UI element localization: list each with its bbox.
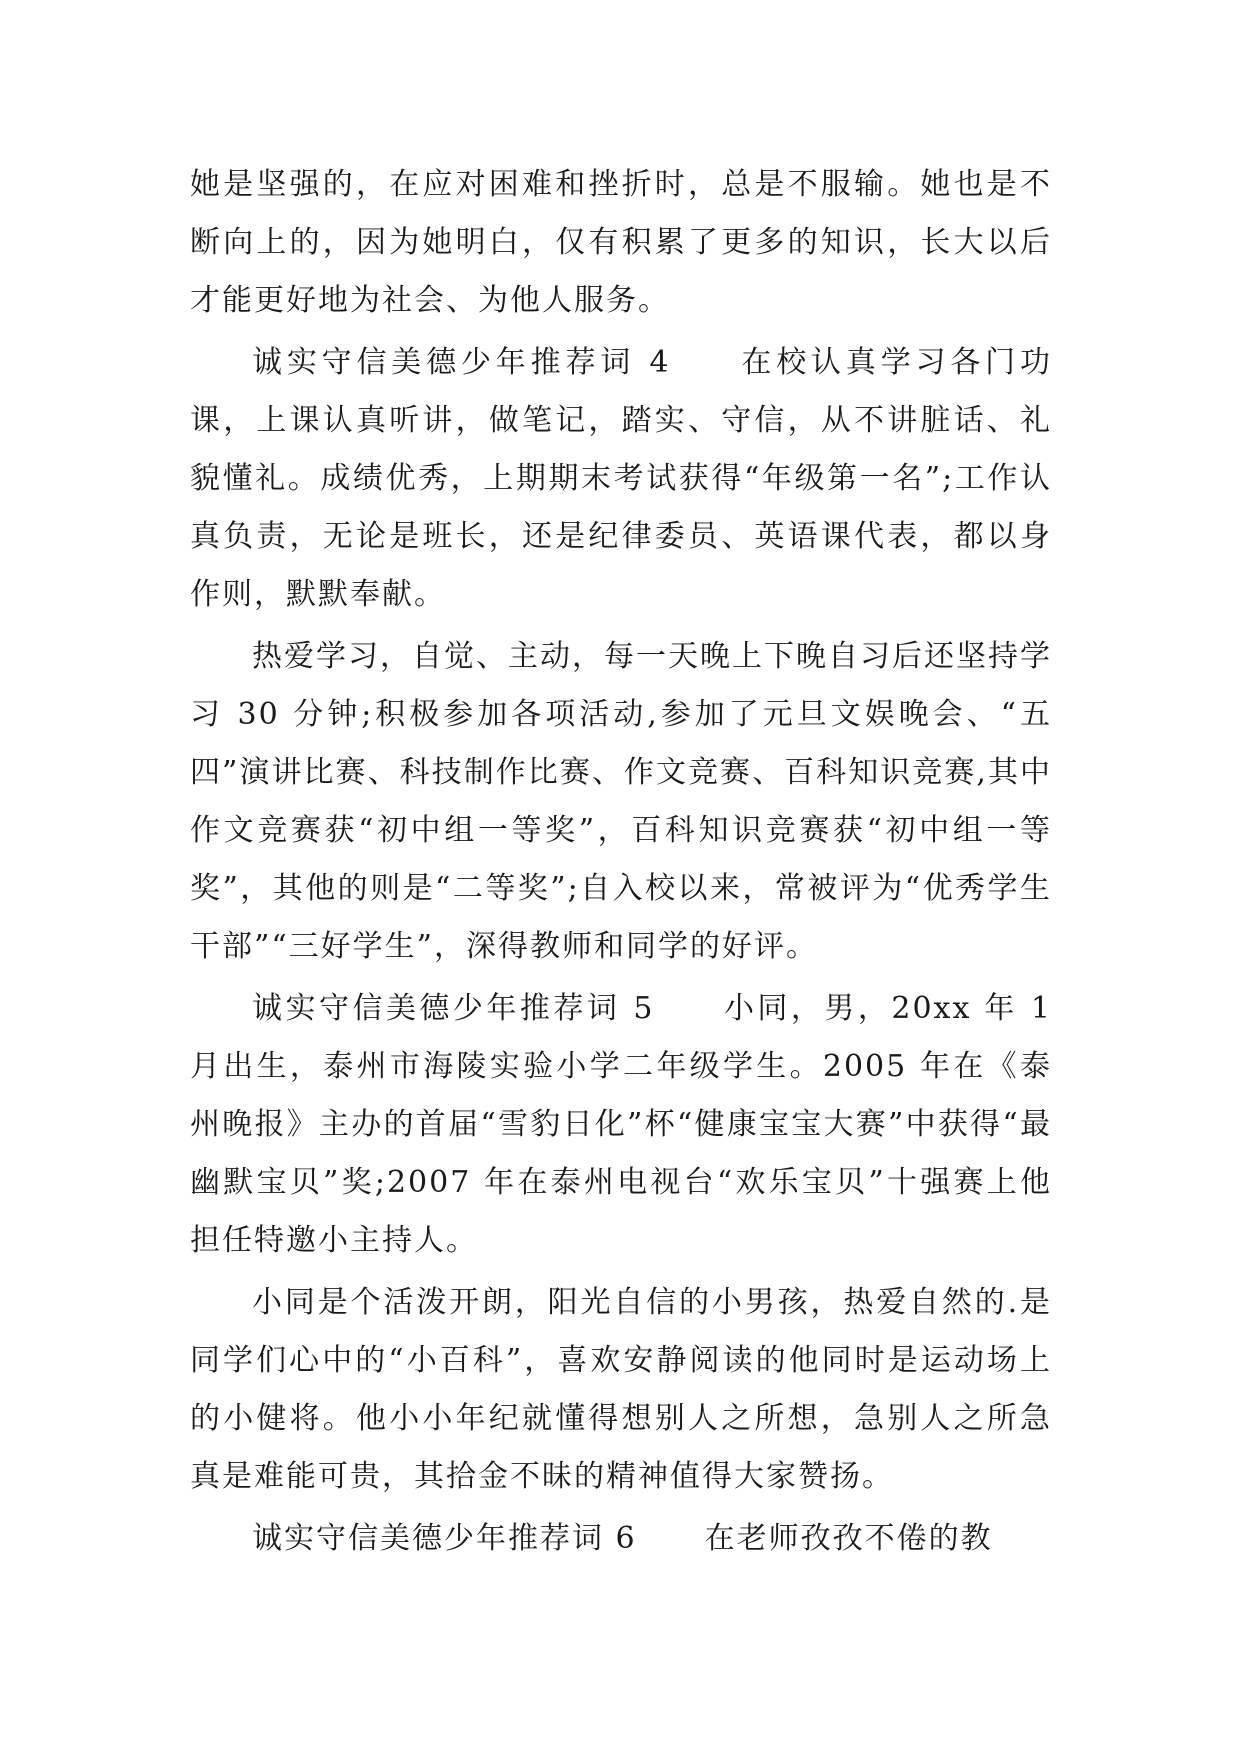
recommendation-5-title: 诚实守信美德少年推荐词 5 xyxy=(252,991,655,1026)
paragraph-text: 她是坚强的，在应对困难和挫折时，总是不服输。她也是不断向上的，因为她明白，仅有积累了更多的知识，长大以后才能更好地为社会、为他人服务。 xyxy=(190,167,1052,318)
paragraph-body-1 xyxy=(190,156,1052,330)
recommendation-5-text: 小同，男，20xx 年 1 月出生，泰州市海陵实验小学二年级学生。2005 年在《泰州晚报》主办的首届“雪豹日化”杯“健康宝宝大赛”中获得“最幽默宝贝”奖;2007 年在泰州电视台“欢乐宝贝”十强赛上他担任特邀小主持人。 xyxy=(190,991,1052,1258)
paragraph-text: 小同是个活泼开朗，阳光自信的小男孩，热爱自然的.是同学们心中的“小百科”，喜欢安静阅读的他同时是运动场上的小健将。他小小年纪就懂得想别人之所想，急别人之所急真是难能可贵，其拾金不昧的精神值得大家赞扬。 xyxy=(190,1285,1052,1494)
recommendation-6-paragraph xyxy=(190,1510,1052,1568)
paragraph-text: 热爱学习，自觉、主动，每一天晚上下晚自习后还坚持学习 30 分钟;积极参加各项活动,参加了元旦文娱晚会、“五四”演讲比赛、科技制作比赛、作文竞赛、百科知识竞赛,其中作文竞赛获“初中组一等奖”，百科知识竞赛获“初中组一等奖”，其他的则是“二等奖”;自入校以来，常被评为“优秀学生干部”“三好学生”，深得教师和同学的好评。 xyxy=(190,639,1052,964)
document-body xyxy=(190,156,1052,1568)
recommendation-5-paragraph xyxy=(190,980,1052,1270)
recommendation-6-title: 诚实守信美德少年推荐词 6 xyxy=(252,1521,637,1556)
paragraph-body-5 xyxy=(190,1274,1052,1506)
recommendation-4-title: 诚实守信美德少年推荐词 4 xyxy=(252,345,671,380)
recommendation-4-text: 在校认真学习各门功课，上课认真听讲，做笔记，踏实、守信，从不讲脏话、礼貌懂礼。成绩优秀，上期期末考试获得“年级第一名”;工作认真负责，无论是班长，还是纪律委员、英语课代表，都以身作则，默默奉献。 xyxy=(190,345,1053,612)
recommendation-4-paragraph xyxy=(190,334,1052,624)
recommendation-6-text: 在老师孜孜不倦的教 xyxy=(704,1521,993,1556)
paragraph-body-3 xyxy=(190,628,1052,976)
